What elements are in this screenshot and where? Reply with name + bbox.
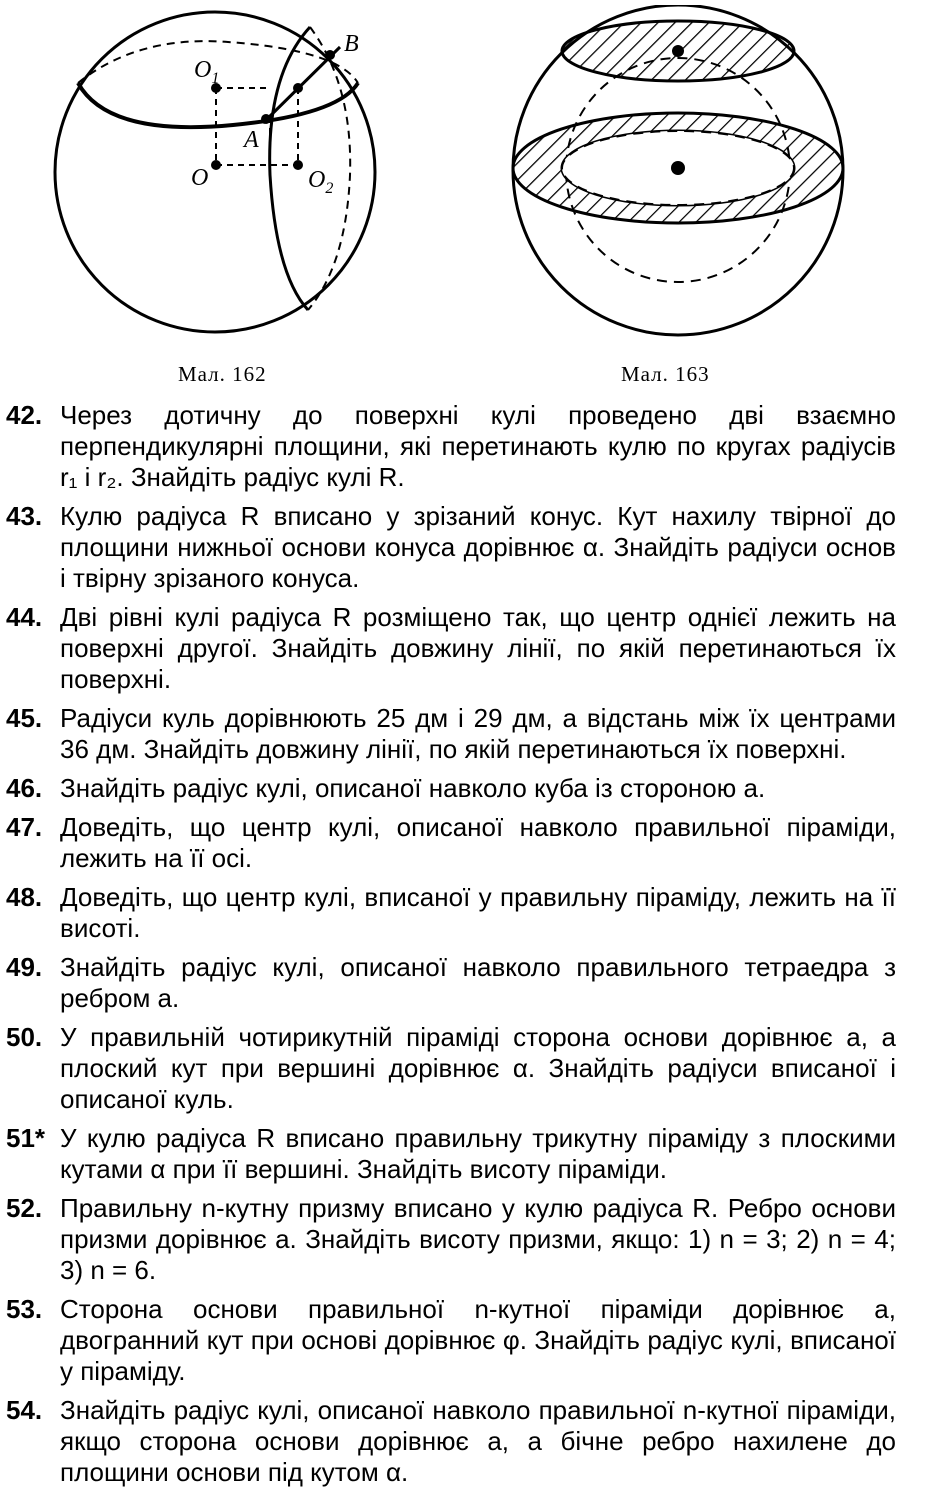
problem-text: Кулю радіуса R вписано у зрізаний конус. Кут нахилу твірної до площини нижньої основи конуса дорівнює α. Знайдіть радіуси основ і твірну зрізаного конуса. (60, 501, 896, 593)
problem-number: 46. (6, 773, 43, 803)
problem-47 (6, 812, 896, 874)
problem-46 (6, 773, 896, 804)
problem-text: У кулю радіуса R вписано правильну трикутну піраміду з плоскими кутами α при її вершині. Знайдіть висоту піраміди. (60, 1123, 896, 1184)
problem-52 (6, 1193, 896, 1286)
problem-text: У правильній чотирикутній піраміді сторона основи дорівнює a, а плоский кут при вершині дорівнює α. Знайдіть радіуси вписаної і описаної куль. (60, 1022, 896, 1114)
sphere-center (671, 161, 685, 175)
problem-44 (6, 602, 896, 695)
problem-text: Правильну n-кутну призму вписано у кулю радіуса R. Ребро основи призми дорівнює a. Знайдіть висоту призми, якщо: 1) n = 3; 2) n = 4; 3) n = 6. (60, 1193, 896, 1285)
figure-163 (505, 5, 855, 355)
figure-163-caption: Мал. 163 (621, 362, 710, 386)
problem-49 (6, 952, 896, 1014)
problem-text: Доведіть, що центр кулі, описаної навколо правильної піраміди, лежить на її осі. (60, 812, 896, 873)
section-circle-2-front (270, 27, 310, 310)
problem-42 (6, 400, 896, 493)
problem-text: Дві рівні кулі радіуса R розміщено так, що центр однієї лежить на поверхні другої. Знайдіть довжину лінії, по якій перетинаються їх поверхні. (60, 602, 896, 694)
problem-number: 49. (6, 952, 43, 982)
problem-list (6, 400, 896, 1496)
problem-text: Сторона основи правильної n-кутної піраміди дорівнює a, двогранний кут при основі дорівнює φ. Знайдіть радіус кулі, вписаної у піраміду. (60, 1294, 896, 1386)
problem-text: Радіуси куль дорівнюють 25 дм і 29 дм, а відстань між їх центрами 36 дм. Знайдіть довжину лінії, по якій перетинаються їх поверхні. (60, 703, 896, 764)
problem-number: 44. (6, 602, 43, 632)
problem-number: 53. (6, 1294, 43, 1324)
problem-text: Доведіть, що центр кулі, вписаної у правильну піраміду, лежить на її висоті. (60, 882, 896, 943)
problem-number: 45. (6, 703, 43, 733)
problem-text: Знайдіть радіус кулі, описаної навколо куба із стороною a. (60, 773, 766, 803)
problem-50 (6, 1022, 896, 1115)
problem-43 (6, 501, 896, 594)
problem-54 (6, 1395, 896, 1488)
problem-53 (6, 1294, 896, 1387)
point-o2 (293, 160, 303, 170)
label-o: O (191, 165, 209, 191)
figure-162-caption: Мал. 162 (178, 362, 267, 386)
problem-51 (6, 1123, 896, 1185)
problem-number: 42. (6, 400, 43, 430)
top-section-center (672, 45, 684, 57)
point-o (211, 160, 221, 170)
point-mid (293, 83, 303, 93)
problem-text: Знайдіть радіус кулі, описаної навколо правильного тетраедра з ребром a. (60, 952, 896, 1013)
problem-45 (6, 703, 896, 765)
problem-number: 54. (6, 1395, 43, 1425)
problem-number: 51* (6, 1123, 46, 1153)
problem-text: Знайдіть радіус кулі, описаної навколо правильної n-кутної піраміди, якщо сторона основи дорівнює a, а бічне ребро нахилене до площини основи під кутом α. (60, 1395, 896, 1487)
problem-number: 48. (6, 882, 43, 912)
label-a: A (244, 127, 259, 153)
problem-number: 50. (6, 1022, 43, 1052)
label-o1: $O_1$ (194, 57, 220, 87)
label-o2: $O_2$ (308, 167, 334, 197)
point-a (261, 114, 271, 124)
problem-number: 47. (6, 812, 43, 842)
problem-text: Через дотичну до поверхні кулі проведено дві взаємно перпендикулярні площини, які перетинають кулю по кругах радіусів r₁ і r₂. Знайдіть радіус кулі R. (60, 400, 896, 492)
label-b: B (344, 31, 359, 57)
point-b (325, 50, 335, 60)
problem-number: 52. (6, 1193, 43, 1223)
figure-162 (48, 5, 388, 355)
problem-48 (6, 882, 896, 944)
problem-number: 43. (6, 501, 43, 531)
